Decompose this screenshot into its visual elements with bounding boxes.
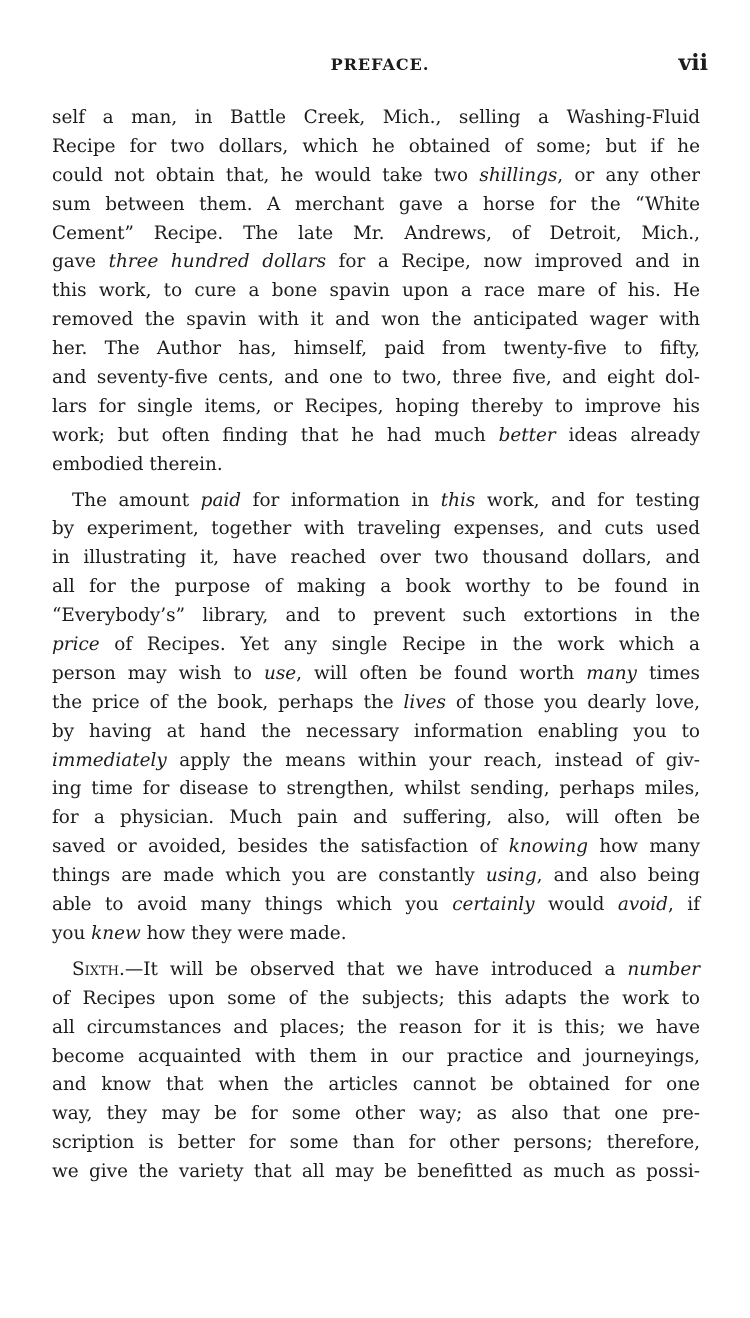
paragraph <box>52 487 700 949</box>
text-line <box>52 718 700 747</box>
text-run: and seventy-five cents, and one to two, three five, and eight dol- <box>52 367 700 389</box>
text-line <box>52 515 700 544</box>
text-run: ing time for disease to strengthen, whilst sending, perhaps miles, <box>52 778 700 800</box>
text-line <box>52 956 700 985</box>
text-line <box>52 1158 700 1187</box>
text-run: work, and for testing <box>475 489 700 511</box>
text-run: scription is better for some than for other persons; therefore, <box>52 1132 700 1154</box>
text-line <box>52 573 700 602</box>
italic-text: many <box>586 662 637 684</box>
text-line <box>52 306 700 335</box>
paragraph-gap <box>52 949 700 956</box>
italic-text: this <box>440 489 476 511</box>
italic-text: using <box>485 865 537 887</box>
text-run: the price of the book, perhaps the <box>52 691 404 713</box>
page-number: vii <box>678 50 708 76</box>
text-line <box>52 862 700 891</box>
small-caps-text: Sixth. <box>72 958 125 980</box>
text-line <box>52 162 700 191</box>
italic-text: number <box>627 958 700 980</box>
text-line <box>52 1100 700 1129</box>
text-run: we give the variety that all may be benefitted as much as possi- <box>52 1161 700 1183</box>
text-run: all for the purpose of making a book worthy to be found in <box>52 576 700 598</box>
text-run: all circumstances and places; the reason for it is this; we have <box>52 1016 700 1038</box>
italic-text: certainly <box>452 894 535 916</box>
text-line <box>52 660 700 689</box>
text-run: “Everybody’s” library, and to prevent such extortions in the <box>52 605 700 627</box>
text-line <box>52 133 700 162</box>
text-line <box>52 1014 700 1043</box>
text-line <box>52 775 700 804</box>
text-run: become acquainted with them in our practice and journeyings, <box>52 1045 700 1067</box>
text-line <box>52 804 700 833</box>
text-run: , and also being <box>536 865 700 887</box>
italic-text: better <box>498 424 556 446</box>
text-run: able to avoid many things which you <box>52 894 453 916</box>
text-run: lars for single items, or Recipes, hoping thereby to improve his <box>52 395 700 417</box>
text-line <box>52 891 700 920</box>
text-run: of Recipes upon some of the subjects; this adapts the work to <box>52 987 700 1009</box>
text-run: ideas already <box>555 424 700 446</box>
paragraph <box>52 104 700 480</box>
text-line <box>52 833 700 862</box>
text-line <box>52 544 700 573</box>
text-run: things are made which you are constantly <box>52 865 486 887</box>
text-line <box>52 1129 700 1158</box>
text-run: how many <box>588 836 700 858</box>
italic-text: knowing <box>508 836 589 858</box>
text-run: work; but often finding that he had much <box>52 424 499 446</box>
text-run: person may wish to <box>52 662 264 684</box>
italic-text: knew <box>91 922 141 944</box>
text-run: could not obtain that, he would take two <box>52 164 480 186</box>
text-run: for information in <box>241 489 441 511</box>
text-run: apply the means within your reach, instead of giv- <box>166 749 700 771</box>
italic-text: shillings <box>479 164 558 186</box>
text-run: , or any other <box>557 164 700 186</box>
italic-text: use <box>264 662 297 684</box>
text-line <box>52 364 700 393</box>
text-run: would <box>534 894 618 916</box>
italic-text: paid <box>200 489 242 511</box>
text-line <box>52 747 700 776</box>
text-run: way, they may be for some other way; as also that one pre- <box>52 1103 700 1125</box>
text-run: by having at hand the necessary information enabling you to <box>52 720 700 742</box>
text-line <box>52 220 700 249</box>
italic-text: immediately <box>52 749 167 771</box>
text-line <box>52 104 700 133</box>
text-run: saved or avoided, besides the satisfaction of <box>52 836 509 858</box>
text-run: , will often be found worth <box>296 662 587 684</box>
text-line <box>52 1043 700 1072</box>
text-line <box>52 277 700 306</box>
text-line <box>52 487 700 516</box>
paragraph-gap <box>52 480 700 487</box>
paragraph <box>52 956 700 1187</box>
text-line <box>52 422 700 451</box>
page-title: PREFACE. <box>330 55 430 74</box>
text-run: this work, to cure a bone spavin upon a race mare of his. He <box>52 280 700 302</box>
text-run: gave <box>52 251 109 273</box>
text-line <box>52 191 700 220</box>
italic-text: price <box>52 634 100 656</box>
text-line <box>52 602 700 631</box>
text-line <box>52 631 700 660</box>
text-run: —It will be observed that we have introduced a <box>124 958 628 980</box>
text-run: of Recipes. Yet any single Recipe in the work which a <box>99 634 700 656</box>
text-run: by experiment, together with traveling expenses, and cuts used <box>52 518 700 540</box>
text-run: embodied therein. <box>52 453 223 475</box>
italic-text: lives <box>403 691 446 713</box>
text-line <box>52 451 700 480</box>
text-line <box>52 1071 700 1100</box>
italic-text: avoid <box>617 894 668 916</box>
text-run: The amount <box>72 489 201 511</box>
text-run: sum between them. A merchant gave a horse for the “White <box>52 193 700 215</box>
text-run: self a man, in Battle Creek, Mich., selling a Washing-Fluid <box>52 107 700 128</box>
text-run: times <box>636 662 700 684</box>
text-run: and know that when the articles cannot be obtained for one <box>52 1074 700 1096</box>
italic-text: three hundred dollars <box>108 251 327 273</box>
text-run: for a physician. Much pain and suffering, also, will often be <box>52 807 700 829</box>
text-run: how they were made. <box>140 922 347 944</box>
text-run: of those you dearly love, <box>445 691 700 713</box>
running-head <box>52 50 708 80</box>
text-line <box>52 920 700 949</box>
text-run: her. The Author has, himself, paid from twenty-five to fifty, <box>52 338 700 360</box>
text-line <box>52 248 700 277</box>
text-run: for a Recipe, now improved and in <box>326 251 701 273</box>
text-line <box>52 393 700 422</box>
text-run: in illustrating it, have reached over two thousand dollars, and <box>52 547 700 569</box>
text-run: you <box>52 922 92 944</box>
text-run: Cement” Recipe. The late Mr. Andrews, of Detroit, Mich., <box>52 222 700 244</box>
text-run: Recipe for two dollars, which he obtained of some; but if he <box>52 135 700 157</box>
text-run: , if <box>667 894 700 916</box>
text-line <box>52 689 700 718</box>
text-run: removed the spavin with it and won the anticipated wager with <box>52 309 700 331</box>
text-line <box>52 335 700 364</box>
body-text <box>52 104 700 1187</box>
text-line <box>52 985 700 1014</box>
